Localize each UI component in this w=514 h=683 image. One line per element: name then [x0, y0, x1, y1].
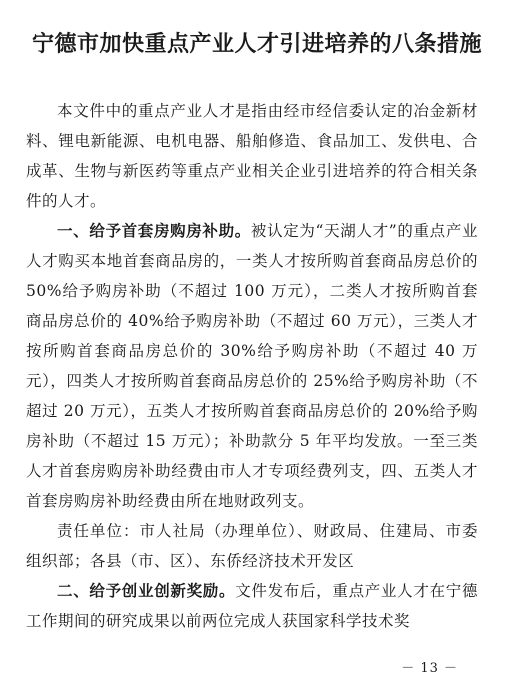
section-1-heading: 一、给予首套房购房补助。 — [57, 222, 251, 240]
intro-paragraph: 本文件中的重点产业人才是指由经市经信委认定的冶金新材料、锂电新能源、电机电器、船舶修造、食品加工、发供电、合成革、生物与新医药等重点产业相关企业引进培养的符合相关条件的人才。 — [26, 102, 478, 210]
section-1-paragraph — [26, 216, 478, 516]
responsibility-paragraph: 责任单位：市人社局（办理单位）、财政局、住建局、市委组织部；各县（市、区）、东侨经济技术开发区 — [26, 522, 478, 570]
page-number: － 13 － — [401, 661, 458, 676]
section-2-heading: 二、给予创业创新奖励。 — [57, 582, 236, 600]
section-1-body: 被认定为“天湖人才”的重点产业人才购买本地首套商品房的，一类人才按所购首套商品房总价的 50%给予购房补助（不超过 100 万元），二类人才按所购首套商品房总价的 40%给予购房补助（不超过 60 万元），三类人才按所购首套商品房总价的 30%给予购房补助（不超过 40 万元），四类人才按所购首套商品房总价的 25%给予购房补助（不超过 20 万元），五类人才按所购首套商品房总价的 20%给予购房补助（不超过 15 万元）；补助款分 5 年平均发放。一至三类人才首套房购房补助经费由市人才专项经费列支，四、五类人才首套房购房补助经费由所在地财政列支。 — [26, 222, 478, 510]
section-2-body: 文件发布后，重点产业人才在宁德工作期间的研究成果以前两位完成人获国家科学技术奖 — [26, 582, 478, 630]
document-body — [26, 96, 478, 636]
section-2-paragraph — [26, 576, 478, 636]
document-title: 宁德市加快重点产业人才引进培养的八条措施 — [31, 31, 482, 57]
